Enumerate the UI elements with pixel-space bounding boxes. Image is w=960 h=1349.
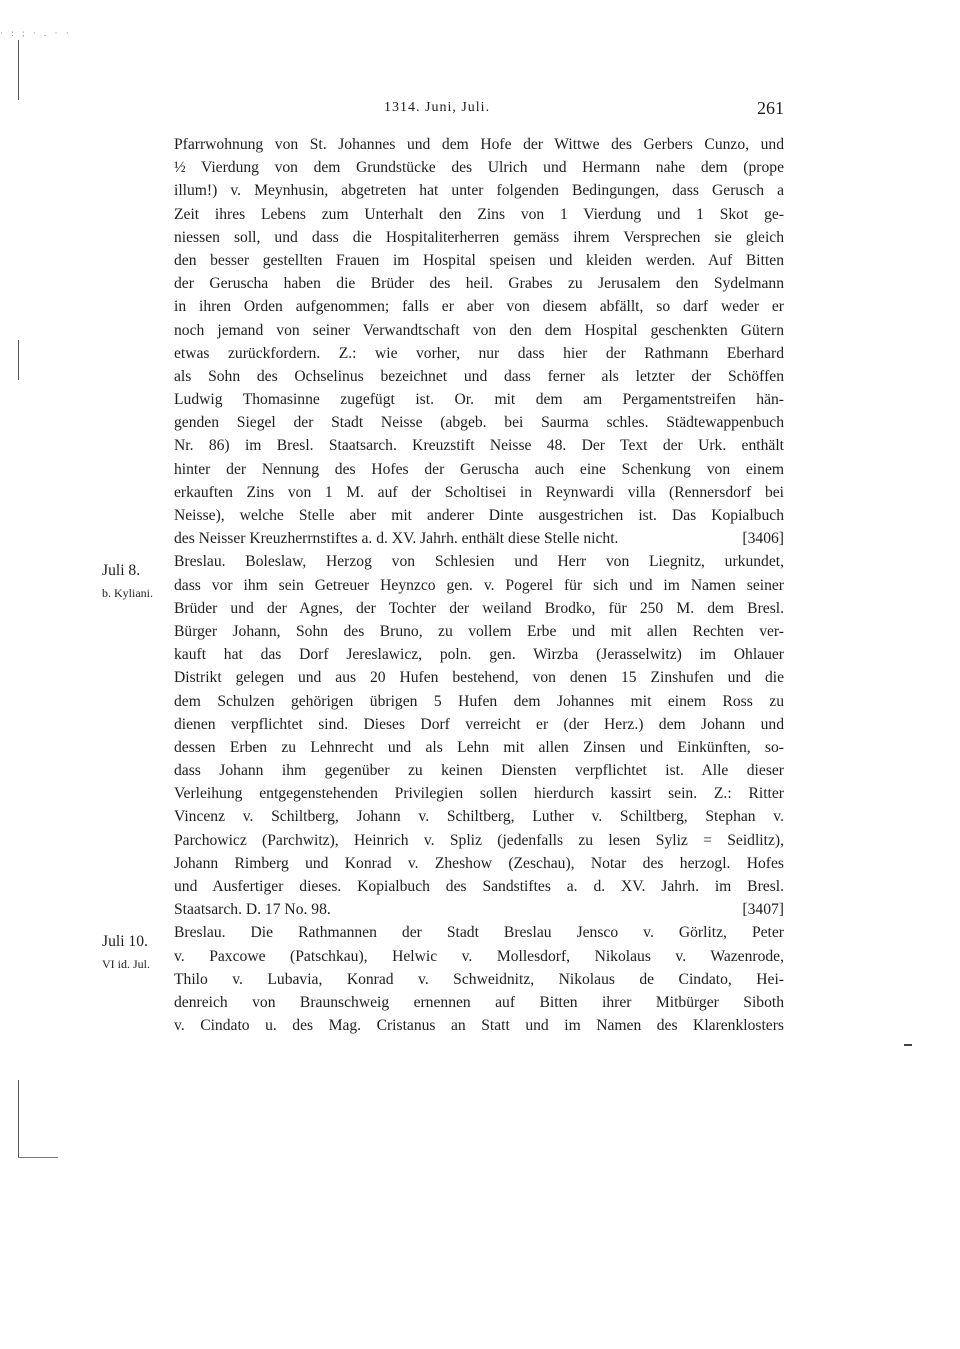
text-line: Verleihung entgegenstehenden Privilegien sollen hierdurch kassirt sein. Z.: Ritter	[174, 785, 784, 803]
text-line: Distrikt gelegen und aus 20 Hufen bestehend, von denen 15 Zinshufen und die	[174, 669, 784, 687]
document-number: [3407]	[742, 901, 784, 919]
text-line: in ihren Orden aufgenommen; falls er aber von diesem abfällt, so darf weder er	[174, 298, 784, 316]
text-line: dessen Erben zu Lehnrecht und als Lehn mit allen Zinsen und Einkünften, so-	[174, 738, 784, 756]
page-header	[174, 100, 784, 124]
text-line: Breslau. Boleslaw, Herzog von Schlesien und Herr von Liegnitz, urkundet,	[174, 553, 784, 571]
text-line: Pfarrwohnung von St. Johannes und dem Hofe der Wittwe des Gerbers Cunzo, und	[174, 136, 784, 153]
document-number: [3406]	[742, 530, 784, 548]
margin-date: Juli 8.	[102, 562, 141, 579]
margin-date: Juli 10.	[102, 933, 148, 950]
text-line: als Sohn des Ochselinus bezeichnet und dass ferner als letzter der Schöffen	[174, 367, 784, 385]
text-line: dass Johann ihm gegenüber zu keinen Diensten verpflichtet ist. Alle dieser	[174, 762, 784, 780]
text-line: etwas zurückfordern. Z.: wie vorher, nur dass hier der Rathmann Eberhard	[174, 344, 784, 362]
text-line: erkauften Zins von 1 M. auf der Scholtisei in Reynwardi villa (Rennersdorf bei	[174, 483, 784, 501]
text-line: dem Schulzen gehörigen übrigen 5 Hufen dem Johannes mit einem Ross zu	[174, 692, 784, 710]
text-line: illum!) v. Meynhusin, abgetreten hat unter folgenden Bedingungen, dass Gerusch a	[174, 182, 784, 200]
text-line-content: Staatsarch. D. 17 No. 98.	[174, 901, 331, 919]
margin-note: VI id. Jul.	[102, 957, 150, 971]
text-line: kauft hat das Dorf Jereslawicz, poln. gen. Wirzba (Jerasselwitz) im Ohlauer	[174, 646, 784, 664]
text-line: dass vor ihm sein Getreuer Heynzco gen. v. Pogerel für sich und im Namen seiner	[174, 576, 784, 594]
text-line: Breslau. Die Rathmannen der Stadt Breslau Jensco v. Görlitz, Peter	[174, 924, 784, 942]
scan-dash-mark	[904, 1044, 912, 1046]
page-number: 261	[757, 98, 784, 118]
scan-specks: · : ; · . · ·	[0, 28, 72, 38]
text-line: niessen soll, und dass die Hospitaliterherren gemäss ihrem Versprechen sie gleich	[174, 228, 784, 246]
scan-bottom-rule	[18, 1157, 58, 1158]
scan-edge-rule	[18, 40, 19, 100]
scan-edge-rule	[18, 340, 19, 380]
text-line: Johann Rimberg und Konrad v. Zheshow (Zeschau), Notar des herzogl. Hofes	[174, 854, 784, 872]
text-line: noch jemand von seiner Verwandtschaft von den dem Hospital geschenkten Gütern	[174, 321, 784, 339]
text-line: Brüder und der Agnes, der Tochter der weiland Brodko, für 250 M. dem Bresl.	[174, 599, 784, 617]
text-line	[174, 898, 784, 921]
text-line: ½ Vierdung von dem Grundstücke des Ulrich und Hermann nahe dem (prope	[174, 159, 784, 177]
scan-edge-rule	[18, 1080, 19, 1158]
text-line: Bürger Johann, Sohn des Bruno, zu vollem Erbe und mit allen Rechten ver-	[174, 622, 784, 640]
text-line: Neisse), welche Stelle aber mit anderer Dinte ausgestrichen ist. Das Kopialbuch	[174, 507, 784, 524]
text-line: hinter der Nennung des Hofes der Geruscha auch eine Schenkung von einem	[174, 460, 784, 478]
text-line: Thilo v. Lubavia, Konrad v. Schweidnitz, Nikolaus de Cindato, Hei-	[174, 970, 784, 988]
text-line: v. Cindato u. des Mag. Cristanus an Statt und im Namen des Klarenklosters	[174, 1017, 784, 1035]
text-line-content: des Neisser Kreuzherrnstiftes a. d. XV. Jahrh. enthält diese Stelle nicht.	[174, 530, 619, 548]
margin-note: b. Kyliani.	[102, 586, 153, 600]
running-head: 1314. Juni, Juli.	[384, 100, 491, 115]
text-line: der Geruscha haben die Brüder des heil. Grabes zu Jerusalem den Sydelmann	[174, 275, 784, 293]
text-line: genden Siegel der Stadt Neisse (abgeb. bei Saurma schles. Städtewappenbuch	[174, 414, 784, 432]
text-line: v. Paxcowe (Patschkau), Helwic v. Mollesdorf, Nikolaus v. Wazenrode,	[174, 947, 784, 965]
text-line: Vincenz v. Schiltberg, Johann v. Schiltberg, Luther v. Schiltberg, Stephan v.	[174, 808, 784, 826]
text-line: Zeit ihres Lebens zum Unterhalt den Zins von 1 Vierdung und 1 Skot ge-	[174, 205, 784, 223]
text-line: denreich von Braunschweig ernennen auf Bitten ihrer Mitbürger Siboth	[174, 993, 784, 1011]
text-line: Ludwig Thomasinne zugefügt ist. Or. mit dem am Pergamentstreifen hän-	[174, 391, 784, 409]
text-line: und Ausfertiger dieses. Kopialbuch des Sandstiftes a. d. XV. Jahrh. im Bresl.	[174, 878, 784, 895]
text-line: Nr. 86) im Bresl. Staatsarch. Kreuzstift Neisse 48. Der Text der Urk. enthält	[174, 437, 784, 455]
text-line: dienen verpflichtet sind. Dieses Dorf verreicht er (der Herz.) dem Johann und	[174, 715, 784, 733]
text-line	[174, 527, 784, 550]
text-line: den besser gestellten Frauen im Hospital speisen und kleiden werden. Auf Bitten	[174, 251, 784, 269]
body-text	[174, 133, 784, 1037]
text-line: Parchowicz (Parchwitz), Heinrich v. Spliz (jedenfalls zu lesen Syliz = Seidlitz),	[174, 831, 784, 849]
